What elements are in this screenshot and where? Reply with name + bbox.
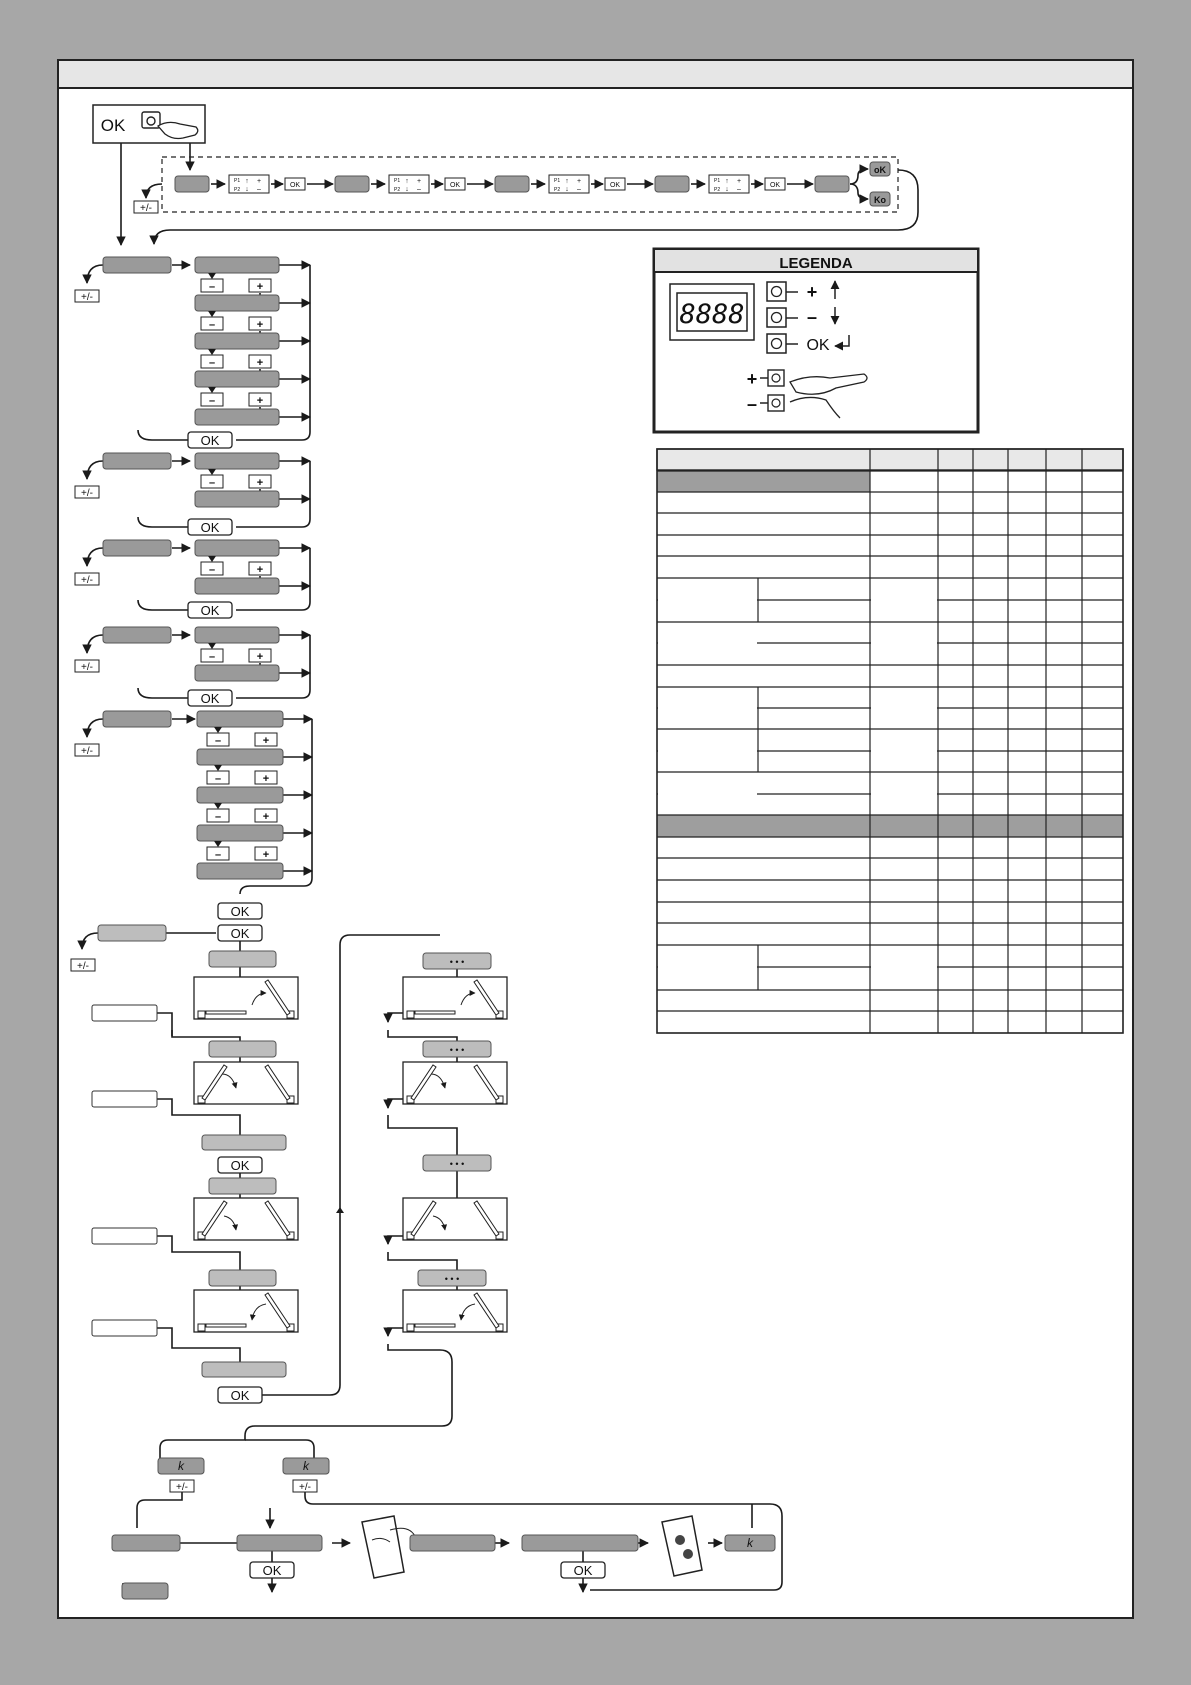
key-symbol: + — [256, 395, 264, 407]
learn-step-box — [209, 951, 276, 967]
arrow-down-icon — [214, 765, 222, 771]
display-ko-label: Ko — [874, 195, 886, 205]
arrow-up-icon: ↑ — [245, 178, 249, 185]
gate-leaf-icon — [206, 1011, 246, 1014]
key-symbol: – — [214, 849, 222, 861]
legend-key-button — [767, 308, 786, 327]
parameter-box — [195, 333, 279, 349]
learn-input-box — [92, 1005, 157, 1021]
right-col-line — [388, 1236, 403, 1244]
legend-hand-minus: – — [746, 394, 758, 414]
parameter-box — [195, 409, 279, 425]
plus-minus-label: +/- — [81, 488, 93, 499]
plus-minus-label: +/- — [81, 746, 93, 757]
key-symbol: + — [262, 773, 270, 785]
right-col-line — [388, 1252, 457, 1270]
learn-step-box-wide — [202, 1135, 286, 1150]
key-symbol: + — [256, 477, 264, 489]
key-symbol: – — [208, 651, 216, 663]
remote-branch-right — [245, 1440, 314, 1458]
gate-diagram-panel — [194, 1198, 298, 1240]
plus-minus-label: +/- — [140, 203, 152, 214]
remote-button-icon — [675, 1535, 685, 1545]
ellipsis-label: • • • — [449, 1159, 465, 1169]
parameter-box — [195, 491, 279, 507]
legend-key-button — [768, 395, 784, 411]
learn-input-box — [92, 1091, 157, 1107]
mini-ok-label: OK — [609, 182, 621, 189]
section-exit-arrow — [87, 719, 103, 737]
arrow-down-icon: ↓ — [405, 186, 409, 193]
plus-minus-label: +/- — [176, 1482, 188, 1493]
gate-post-icon — [198, 1324, 205, 1331]
parameter-box — [197, 787, 283, 803]
top-row-menu-box-2 — [335, 176, 369, 192]
arrow-up-icon: ↑ — [565, 178, 569, 185]
learn-input-line — [157, 1013, 172, 1036]
top-row-menu-box-final — [815, 176, 849, 192]
table-section-band — [657, 471, 870, 492]
arrow-down-icon — [214, 727, 222, 733]
key-symbol: – — [214, 811, 222, 823]
p1-label: P1 — [234, 178, 241, 184]
parameter-box — [195, 665, 279, 681]
ellipsis-label: • • • — [444, 1274, 460, 1284]
key-symbol: – — [208, 477, 216, 489]
gate-diagram-panel — [194, 1062, 298, 1104]
arrow-down-icon — [208, 469, 216, 475]
k-label: k — [747, 1536, 753, 1550]
parameter-box — [195, 295, 279, 311]
learn-input-line — [157, 1328, 240, 1362]
legend-key-button — [767, 282, 786, 301]
arrow-down-icon — [208, 273, 216, 279]
arrow-up-icon: ↑ — [725, 178, 729, 185]
key-symbol: – — [208, 564, 216, 576]
parameter-box — [195, 453, 279, 469]
arrow-down-icon: ↓ — [565, 186, 569, 193]
gate-diagram-panel — [403, 1198, 507, 1240]
legend-title: LEGENDA — [779, 255, 853, 272]
parameter-box — [195, 627, 279, 643]
arrow-down-icon — [208, 349, 216, 355]
ok-button-label: OK — [230, 1388, 250, 1403]
key-symbol: + — [256, 651, 264, 663]
section-main-box — [103, 627, 171, 643]
parameter-box — [195, 578, 279, 594]
section-ok-return — [138, 688, 188, 698]
mini-ok-label: OK — [289, 182, 301, 189]
ok-button-label: OK — [573, 1563, 593, 1578]
mini-ok-label: OK — [449, 182, 461, 189]
table-merge-mask — [658, 642, 757, 644]
table-merge-mask — [871, 599, 937, 601]
parameter-box — [197, 825, 283, 841]
key-symbol: – — [208, 357, 216, 369]
arrow-down-icon — [208, 556, 216, 562]
plus-symbol: + — [736, 178, 742, 185]
table-merge-mask — [871, 793, 937, 795]
key-symbol: – — [214, 773, 222, 785]
learn-main-box — [98, 925, 166, 941]
remote-step-box — [112, 1535, 180, 1551]
display-ok-label: oK — [874, 165, 886, 175]
k-label: k — [178, 1459, 184, 1473]
p1-label: P1 — [554, 178, 561, 184]
learn-input-box — [92, 1228, 157, 1244]
remote-control-icon — [362, 1516, 404, 1578]
legend-hand-plus: + — [746, 369, 758, 389]
table-merge-mask — [658, 599, 757, 601]
gate-post-icon — [407, 1324, 414, 1331]
learn-step-line — [172, 1030, 240, 1041]
ok-button-label: OK — [230, 926, 250, 941]
p1-label: P1 — [714, 178, 721, 184]
ellipsis-label: • • • — [449, 1045, 465, 1055]
p2-label: P2 — [714, 187, 721, 193]
parameter-box — [195, 371, 279, 387]
parameter-box — [197, 711, 283, 727]
p2-label: P2 — [234, 187, 241, 193]
parameter-box — [195, 540, 279, 556]
start-ok-label: OK — [100, 116, 126, 135]
arrow-down-icon — [214, 803, 222, 809]
minus-symbol: – — [737, 186, 741, 193]
key-symbol: + — [256, 281, 264, 293]
display-digits: 8888 — [679, 299, 745, 330]
gate-post-icon — [407, 1011, 414, 1018]
plus-minus-label: +/- — [299, 1482, 311, 1493]
legend-minus: – — [806, 307, 818, 327]
right-col-line — [388, 1099, 403, 1108]
ok-button-label: OK — [230, 1158, 250, 1173]
gate-leaf-icon — [206, 1324, 246, 1327]
arrow-down-icon — [208, 643, 216, 649]
key-symbol: + — [262, 811, 270, 823]
arrow-down-icon: ↓ — [245, 186, 249, 193]
table-merge-mask — [658, 750, 757, 752]
arrow-down-icon — [208, 387, 216, 393]
parameter-box — [197, 863, 283, 879]
minus-symbol: – — [577, 186, 581, 193]
plus-symbol: + — [416, 178, 422, 185]
ok-button-label: OK — [200, 433, 220, 448]
arrow-up-icon — [336, 1207, 344, 1213]
plus-symbol: + — [576, 178, 582, 185]
legend-plus: + — [806, 282, 818, 302]
plus-minus-label: +/- — [81, 662, 93, 673]
top-exit-arrow — [146, 184, 162, 198]
right-col-exit — [245, 1344, 452, 1436]
arrow-down-icon — [214, 841, 222, 847]
section-main-box — [103, 540, 171, 556]
learn-input-line — [157, 1236, 240, 1270]
ok-button-label: OK — [200, 691, 220, 706]
k-label: k — [303, 1459, 309, 1473]
section-main-box — [103, 257, 171, 273]
table-merge-mask — [658, 793, 757, 795]
to-ko-display — [850, 184, 868, 199]
section-exit-arrow — [87, 461, 103, 479]
legend-key-button — [767, 334, 786, 353]
legend-key-button — [768, 370, 784, 386]
parameter-table — [657, 449, 1123, 1033]
gate-leaf-icon — [415, 1011, 455, 1014]
remote-step-box — [237, 1535, 322, 1551]
plus-minus-label: +/- — [81, 292, 93, 303]
table-merge-mask — [871, 966, 937, 968]
key-symbol: + — [256, 564, 264, 576]
mini-ok-label: OK — [769, 182, 781, 189]
key-symbol: + — [262, 735, 270, 747]
table-section-band — [657, 815, 1123, 837]
arrow-down-icon: ↓ — [725, 186, 729, 193]
top-row-menu-box-4 — [655, 176, 689, 192]
right-col-line — [388, 1030, 457, 1041]
section-ok-return — [138, 517, 188, 527]
table-merge-mask — [871, 642, 937, 644]
legend-ok: OK — [806, 337, 830, 354]
ok-button-label: OK — [200, 520, 220, 535]
table-merge-mask — [871, 707, 937, 709]
top-row-menu-box-3 — [495, 176, 529, 192]
remote-step-box — [410, 1535, 495, 1551]
remote-branch-left — [160, 1436, 245, 1458]
remote-button-icon — [683, 1549, 693, 1559]
section-ok-return — [138, 430, 188, 440]
p1-label: P1 — [394, 178, 401, 184]
top-row-menu-box-1 — [175, 176, 209, 192]
key-symbol: + — [262, 849, 270, 861]
minus-symbol: – — [257, 186, 261, 193]
key-symbol: – — [214, 735, 222, 747]
remote-left-down — [137, 1492, 182, 1528]
gate-leaf-icon — [415, 1324, 455, 1327]
section-exit-arrow — [87, 635, 103, 653]
key-symbol: + — [256, 319, 264, 331]
table-header-row — [657, 449, 1123, 470]
section-main-box — [103, 453, 171, 469]
key-symbol: + — [256, 357, 264, 369]
ok-button-label: OK — [262, 1563, 282, 1578]
learn-step-box — [209, 1270, 276, 1286]
arrow-up-icon: ↑ — [405, 178, 409, 185]
table-merge-mask — [658, 707, 757, 709]
section-exit-arrow — [87, 265, 103, 283]
learn-input-box — [92, 1320, 157, 1336]
table-merge-mask — [658, 966, 757, 968]
p2-label: P2 — [554, 187, 561, 193]
right-col-line — [388, 1013, 403, 1022]
ellipsis-label: • • • — [449, 957, 465, 967]
plus-minus-label: +/- — [81, 575, 93, 586]
parameter-box — [197, 749, 283, 765]
arrow-down-icon — [208, 311, 216, 317]
key-symbol: – — [208, 319, 216, 331]
section-ok-return — [138, 600, 188, 610]
plus-minus-label: +/- — [77, 961, 89, 972]
gate-post-icon — [198, 1011, 205, 1018]
p2-label: P2 — [394, 187, 401, 193]
table-merge-mask — [871, 750, 937, 752]
right-col-line — [388, 1115, 457, 1155]
to-ok-display — [850, 169, 868, 184]
section-exit-arrow — [87, 548, 103, 566]
right-col-line — [388, 1328, 403, 1336]
ok-button-label: OK — [200, 603, 220, 618]
key-symbol: – — [208, 395, 216, 407]
plus-symbol: + — [256, 178, 262, 185]
learn-exit-arrow — [82, 933, 98, 949]
parameter-box — [195, 257, 279, 273]
remote-exit-box — [122, 1583, 168, 1599]
remote-control-icon — [662, 1516, 702, 1576]
gate-diagram-panel — [403, 1062, 507, 1104]
remote-step-box-wide — [522, 1535, 638, 1551]
ok-button-label: OK — [230, 904, 250, 919]
learn-step-box — [209, 1178, 276, 1194]
key-symbol: – — [208, 281, 216, 293]
learn-step-box-wide — [202, 1362, 286, 1377]
learn-step-box — [209, 1041, 276, 1057]
minus-symbol: – — [417, 186, 421, 193]
section-main-box — [103, 711, 171, 727]
